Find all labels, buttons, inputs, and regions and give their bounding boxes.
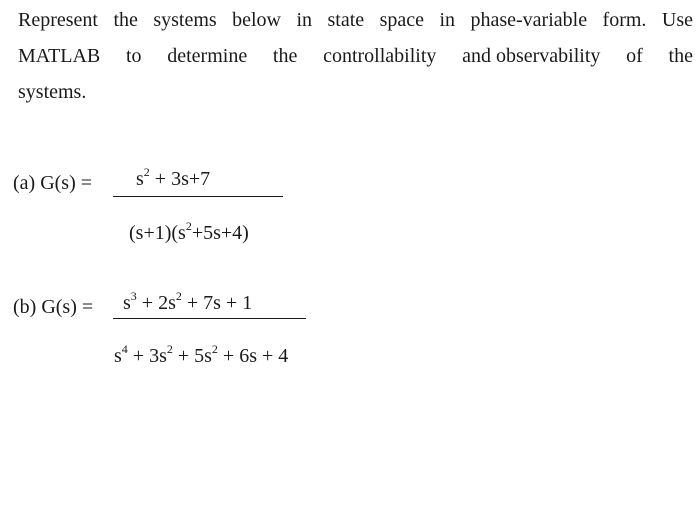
problem-a-label: (a) G(s) = bbox=[13, 172, 93, 194]
statement-line-3: systems. bbox=[18, 81, 87, 103]
statement-line-1: Represent the systems below in state space in phase-variable form. Use bbox=[18, 9, 693, 31]
problem-a-numerator: $s^2 + 3s+7$ bbox=[136, 165, 211, 190]
problem-b-denominator: $s^4 + 3s^2 + 5s^2 + 6s + 4$ bbox=[114, 342, 289, 367]
problem-b-label: (b) G(s) = bbox=[13, 296, 94, 318]
problem-a-fraction-bar bbox=[113, 196, 283, 197]
problem-statement bbox=[18, 2, 693, 110]
statement-line-2: MATLAB to determine the controllability and observability of the bbox=[18, 45, 693, 67]
problem-b-fraction-bar bbox=[113, 318, 306, 319]
problem-a-denominator: $(s+1)(s^2+5s+4)$ bbox=[129, 219, 249, 244]
problem-b-numerator: $s^3 + 2s^2 + 7s + 1$ bbox=[123, 289, 253, 314]
